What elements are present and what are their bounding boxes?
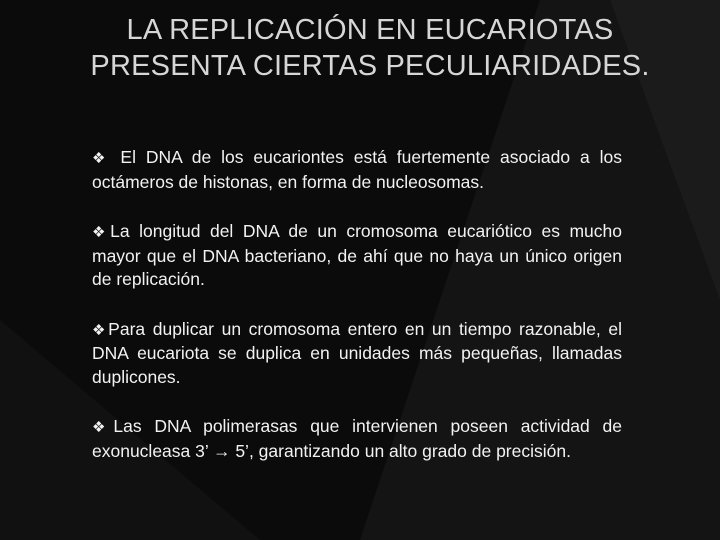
slide-title: LA REPLICACIÓN EN EUCARIOTAS PRESENTA CIERTAS PECULIARIDADES. — [90, 14, 650, 82]
bullet-text: La longitud del DNA de un cromosoma eucariótico es mucho mayor que el DNA bacteriano, de ahí que no haya un único origen de replicación. — [92, 221, 623, 289]
bullet-item — [92, 415, 622, 463]
diamond-bullet-icon: ❖ — [92, 419, 114, 436]
bullet-text: Las DNA polimerasas que intervienen poseen actividad de exonucleasa 3’ → 5’, garantizando un alto grado de precisión. — [92, 416, 622, 461]
diamond-bullet-icon: ❖ — [92, 321, 109, 339]
bullet-item — [92, 220, 622, 292]
bullet-list — [92, 146, 622, 489]
bullet-item — [92, 146, 622, 194]
bullet-item — [92, 318, 622, 390]
diamond-bullet-icon: ❖ — [92, 150, 111, 167]
bullet-text: El DNA de los eucariontes está fuertemente asociado a los octámeros de histonas, en forma de nucleosomas. — [92, 147, 623, 192]
diamond-bullet-icon: ❖ — [92, 224, 111, 241]
bullet-text: Para duplicar un cromosoma entero en un tiempo razonable, el DNA eucariota se duplica en unidades más pequeñas, llamadas duplicones. — [92, 318, 622, 387]
